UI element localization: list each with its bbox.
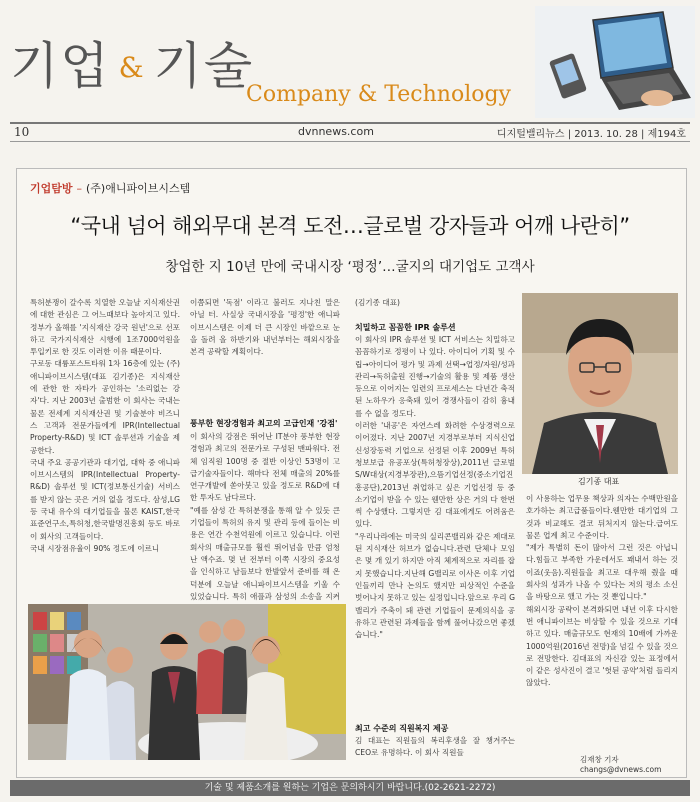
- byline: 김재창 기자 changs@dvnews.com: [580, 755, 662, 774]
- kicker-dash: –: [76, 182, 83, 195]
- section-title-b: 기술: [153, 37, 255, 95]
- header-rule: [10, 122, 690, 124]
- section-subtitle-en: Company & Technology: [246, 82, 511, 107]
- kicker-tag: 기업탐방: [30, 182, 73, 195]
- footer-banner: 기술 및 제품소개를 원하는 기업은 문의하시기 바랍니다.(02-2621-2272): [10, 780, 690, 796]
- section-heading-ipr: 치밀하고 꼼꼼한 IPR 솔루션: [355, 323, 456, 332]
- staff-group-photo: [28, 604, 346, 760]
- article-column-3b: 김 대표는 직원들의 복리후생을 잘 챙겨주는 CEO로 유명하다. 이 회사 직원들: [355, 736, 515, 758]
- photo-caption: 김기종 대표: [578, 477, 620, 486]
- headline: “국내 넘어 해외무대 본격 도전…글로벌 강자들과 어깨 나란히”: [70, 214, 630, 238]
- page-number: 10: [14, 125, 30, 139]
- laptop-illustration: [535, 6, 695, 118]
- article-column-2b: 이 회사의 강점은 뛰어난 IT분야 풍부한 현장경험과 최고의 전문가로 구성된 맨파워다. 전체 임직원 100명 중 절반 이상인 53명이 고급기술자들이다. 해마다 전체 매출의 20%를 연구개발에 쏟아붓고 있을 정도로 R&D에 대한 투자도 남다르다. "예를 삼성 간 특허분쟁을 통해 알 수 있듯 큰 기업들이 특허의 유지 및 관리 등에 들이는 비용은 연간 수천억원에 이르고 있습니다. 이런 회사의 매출규모를 훨씬 뛰어넘을 만큼 엄청난 액수죠. 몇 년 전부터 이쪽 시장의 중요성을 인식하고 남들보다 한발앞서 준비를 해 온 덕분에 오늘날 애니파이브시스템을 키울 수 있었습니다. 특히 애플과 삼성의 소송을 지켜: [190, 432, 340, 601]
- issue-info: 디지털밸리뉴스 | 2013. 10. 28 | 제194호: [496, 129, 686, 140]
- article-column-3: 이 회사의 IPR 솔루션 및 ICT 서비스는 치밀하고 꼼꼼하기로 정평이 나 있다. 아이디어 기획 및 수립→아이디어 평가 및 과제 선택→업정/자원/성과 관리→독허출원 진행→기술의 활용 및 제품 생산 등으로 이어지는 일련의 프로세스는 다년간 축적된 노하우가 응축돼 있어 경쟁사들이 감히 흉내를 수 없을 정도다. 이러한 '내공'은 자연스레 화려한 수상경력으로 이어졌다. 지난 2007년 지경부로부터 지식신업 신성장동력 기업으로 선정된 이후 2009년 특허청보보급 유공포상(특허청장상),2011년 글로벌 S/W대상(지경부장관),으뜸기업선정(중소기업진흥공단),2013년 취업하고 싶은 기업선정 등 중소기업이 받을 수 있는 웬만한 상은 거의 다 한번씩 수상했다. 그렇지만 김 대표에게도 어려움은 있다. "우리나라에는 미국의 실리콘밸리와 같은 제대로 된 지식재산 허브가 없습니다.관련 단체나 모임은 몇 개 있기 하지만 아직 체계적으로 자리를 잡지 못했습니다.지난해 G밸리로 이사온 이후 기업인들끼리 만나 논의도 했지만 피상적인 수준을 벗어나지 못하고 있는 실정입니다.앞으로 우리 G밸리가 주축이 돼 관련 기업들이 문제의식을 공유하고 관련된 과제들을 함께 풀어나갔으면 좋겠습니다.": [355, 335, 515, 640]
- quote-attribution: (김기종 대표): [355, 298, 401, 307]
- section-title: [10, 26, 254, 98]
- section-heading-strengths: 풍부한 현장경험과 최고의 고급인재 '강점': [190, 419, 338, 428]
- article-column-1: 특허분쟁이 갈수록 치열한 오늘날 지식재산권에 대한 관심은 그 어느때보다 높아지고 있다. 정부가 올해를 '지식재산 강국 원년'으로 선포하고 국가지식재산 시행에 1조7000억원을 투입키로 한 것도 이러한 이유 때문이다. 구로동 대륭포스트타워 1차 16층에 있는 (주)애니파이브시스템(대표 김기종)은 지식재산에 관한 한 자타가 공인하는 '소리없는 강자'다. 지난 2003년 출범한 이 회사는 국내는 물론 전세계 지식재산권 및 기술분야 비즈니스 고객과 전문가들에게 IPR(Intellectual Property-R&D) 및 ICT 솔루션과 기술을 제공한다. 국내 주요 공공기관과 대기업, 대학 중 애니파이브시스템의 IPR(Intellectual Property-R&D) 솔루션 및 ICT(정보통신기술) 서비스를 받지 않는 곳은 거의 없을 정도다. 삼성,LG 등 국내 유수의 대기업들을 물론 KAIST,한국표준연구소,특허청,한국발명진흥회 등도 바로 이 회사의 고객들이다. 국내 시장점유율이 90% 정도에 이르니: [30, 298, 180, 553]
- kicker: [30, 180, 190, 196]
- kicker-company: (주)애니파이브시스템: [86, 182, 191, 195]
- section-title-a: 기업: [10, 37, 111, 95]
- subheadline: 창업한 지 10년 만에 국내시장 ‘평정’…굴지의 대기업도 고객사: [165, 259, 535, 275]
- header-rule-thin: [10, 141, 690, 142]
- ceo-portrait-photo: [522, 293, 678, 474]
- section-title-amp: &: [118, 51, 146, 84]
- article-column-2a: 이쯤되면 '독점' 이라고 불러도 지나친 말은 아닐 터. 사실상 국내시장을 '평정'한 애니파이브시스템은 이제 더 큰 시장인 바깥으로 눈을 돌려 올 하반기와 내년부터는 해외시장을 본격 공략할 계획이다.: [190, 298, 340, 357]
- site-url: dvnnews.com: [298, 125, 374, 138]
- section-heading-welfare: 최고 수준의 직원복지 제공: [355, 724, 449, 733]
- article-column-4: 이 사용하는 업무용 책상과 의자는 수백만원을 호가하는 최고급품들이다.웬만한 대기업의 그것과 비교해도 결코 뒤처지지 않는다.급여도 물론 업계 최고 수준이다. "제가 특별히 돈이 많아서 그런 것은 아닙니다.힘들고 부족한 가운데서도 꽤내서 하는 것이죠(웃음).직원들을 최고로 대우해 줬을 때 회사의 성과가 나올 수 있다는 저의 평소 소신을 바탕으로 했고 가는 것 뿐입니다." 해외시장 공략이 본격화되면 내년 이후 다시한번 애니파이브는 비상할 수 있을 것으로 기대하고 있다. 매출규모도 현재의 10배에 가까운 1000억원(2016년 전망)을 넘길 수 있을 것으로 전망한다. 김대표의 자신감 있는 표정에서 이 같은 성사진이 결고 '헛된 공약'처럼 들리지 않았다.: [526, 494, 679, 688]
